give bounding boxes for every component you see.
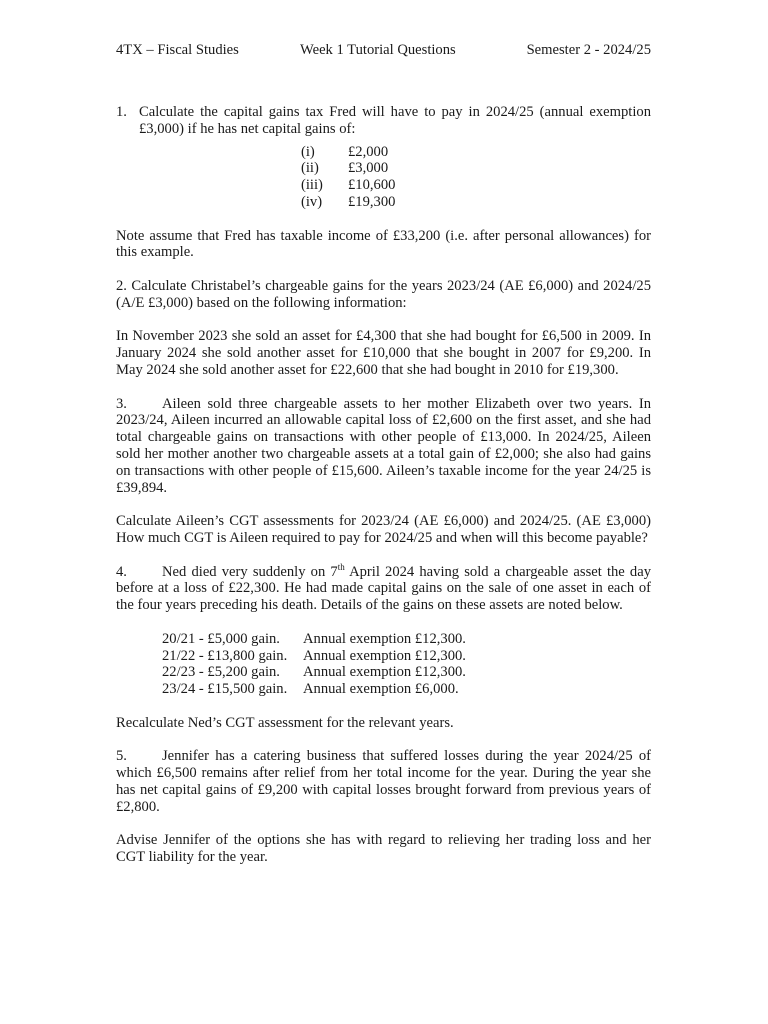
question-5-body: Jennifer has a catering business that suffered losses during the year 2024/25 of which £6,500 remains after relief from her total income for the year. During the year she has net capital gains of £9,200 with capital losses brought forward from previous years of £2,800. <box>116 748 651 815</box>
question-1-options <box>301 144 651 211</box>
question-5-text <box>116 748 651 815</box>
question-5-question: Advise Jennifer of the options she has with regard to relieving her trading loss and her CGT liability for the year. <box>116 832 651 866</box>
gain-row <box>162 648 651 665</box>
gain-amount: 20/21 - £5,000 gain. <box>162 630 280 647</box>
header-course: 4TX – Fiscal Studies <box>116 42 239 58</box>
gain-exemption: Annual exemption £6,000. <box>303 681 459 698</box>
question-2-text: 2. Calculate Christabel’s chargeable gains for the years 2023/24 (AE £6,000) and 2024/25 (A/E £3,000) based on the following information: <box>116 277 651 311</box>
option-row <box>301 194 651 211</box>
gain-row <box>162 631 651 648</box>
question-3-number: 3. <box>116 395 127 412</box>
gain-row <box>162 681 651 698</box>
question-5-number: 5. <box>116 748 127 765</box>
option-amount: £3,000 <box>348 160 389 177</box>
page-header <box>116 42 651 62</box>
gain-exemption: Annual exemption £12,300. <box>303 630 466 647</box>
question-4-body-end: April 2024 having sold a chargeable asset the day before at a loss of £22,300. He had made capital gains on the sale of one asset in each of the four years preceding his death. Details of the gains on these assets are noted below. <box>116 563 651 614</box>
ordinal-suffix: th <box>337 561 345 572</box>
gain-exemption: Annual exemption £12,300. <box>303 647 466 664</box>
option-numeral: (iii) <box>301 177 323 194</box>
gain-amount: 23/24 - £15,500 gain. <box>162 681 288 698</box>
question-3-text <box>116 396 651 497</box>
question-4-text <box>116 561 651 614</box>
header-semester: Semester 2 - 2024/25 <box>526 42 651 58</box>
question-3-question: Calculate Aileen’s CGT assessments for 2023/24 (AE £6,000) and 2024/25. (AE £3,000) How much CGT is Aileen required to pay for 2024/25 and when will this become payable? <box>116 513 651 546</box>
option-row <box>301 160 651 177</box>
gain-amount: 22/23 - £5,200 gain. <box>162 664 280 681</box>
option-numeral: (iv) <box>301 193 323 210</box>
header-title: Week 1 Tutorial Questions <box>300 42 456 58</box>
question-1-note: Note assume that Fred has taxable income of £33,200 (i.e. after personal allowances) for this example. <box>116 227 651 261</box>
gain-exemption: Annual exemption £12,300. <box>303 664 466 681</box>
option-amount: £19,300 <box>348 193 396 210</box>
option-amount: £10,600 <box>348 177 396 194</box>
question-4-question: Recalculate Ned’s CGT assessment for the relevant years. <box>116 714 454 731</box>
question-1 <box>116 104 651 138</box>
option-numeral: (i) <box>301 143 315 160</box>
document-page <box>116 42 651 866</box>
question-2-details: In November 2023 she sold an asset for £4,300 that she had bought for £6,500 in 2009. In January 2024 she sold another asset for £10,000 that she bought in 2007 for £9,200. In May 2024 she sold another asset for £22,600 that she had bought in 2010 for £19,300. <box>116 328 651 378</box>
question-1-number: 1. <box>116 104 127 120</box>
gains-list <box>162 631 651 698</box>
question-1-text: Calculate the capital gains tax Fred will have to pay in 2024/25 (annual exemption £3,000) if he has net capital gains of: <box>139 104 651 137</box>
question-4-number: 4. <box>116 563 127 580</box>
gain-amount: 21/22 - £13,800 gain. <box>162 647 288 664</box>
option-row <box>301 144 651 161</box>
option-numeral: (ii) <box>301 160 319 177</box>
option-row <box>301 177 651 194</box>
gain-row <box>162 664 651 681</box>
question-4-body-start: Ned died very suddenly on 7 <box>162 563 338 580</box>
question-3-body: Aileen sold three chargeable assets to her mother Elizabeth over two years. In 2023/24, Aileen incurred an allowable capital loss of £2,600 on the first asset, and she had total chargeable gains on transactions with other people of £13,000. In 2024/25, Aileen sold her mother another two chargeable assets at a total gain of £2,000; she also had gains on transactions with other people of £15,600. Aileen’s taxable income for the year 24/25 is £39,894. <box>116 395 651 496</box>
option-amount: £2,000 <box>348 143 389 160</box>
